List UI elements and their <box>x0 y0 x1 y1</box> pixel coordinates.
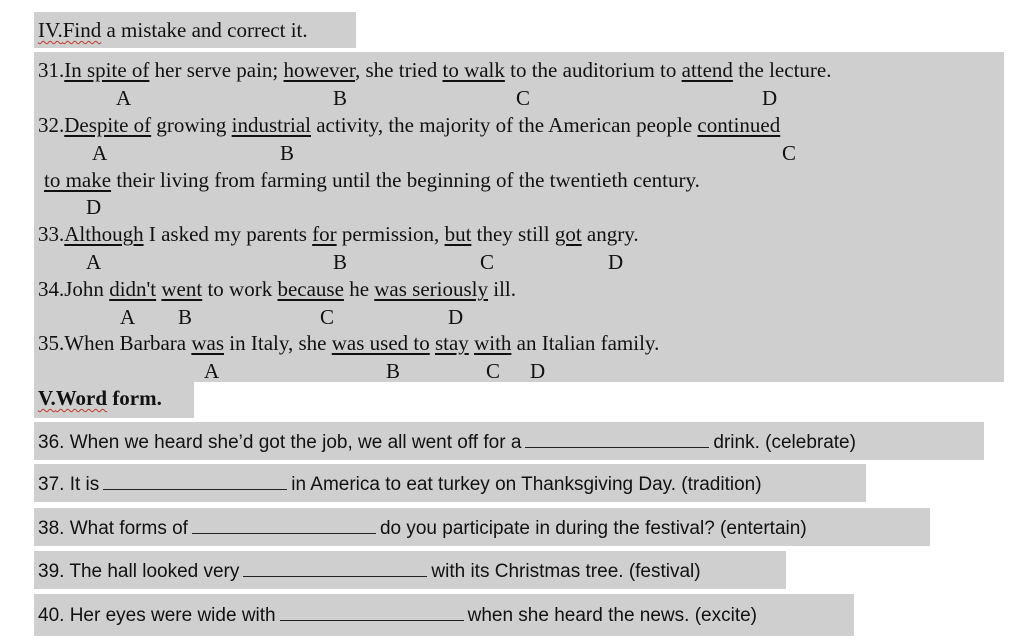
q35-sentence <box>38 331 659 355</box>
q35-text-1: in Italy, she <box>224 331 332 355</box>
q32-label-b: B <box>280 141 295 165</box>
q31-part-a: In spite of <box>64 58 150 82</box>
q40-before: 40. Her eyes were wide with <box>38 605 276 626</box>
q32-label-c: C <box>782 141 797 165</box>
q31-label-d: D <box>762 86 778 110</box>
q35-number: 35. <box>38 331 65 355</box>
q32-number: 32. <box>38 113 65 137</box>
q32-part-c: continued <box>697 113 781 137</box>
q32-part-a: Despite of <box>64 113 152 137</box>
section-v-rest: form. <box>107 386 162 410</box>
q31-label-b: B <box>333 86 348 110</box>
q36-answer-blank[interactable] <box>525 429 709 448</box>
section-iv-find: Find <box>62 18 102 42</box>
q31-part-d: attend <box>681 58 733 82</box>
q40-after: when she heard the news. (excite) <box>467 605 757 626</box>
q31-text-3: to the auditorium to <box>504 58 682 82</box>
q36-sentence <box>38 429 856 455</box>
q34-part-b: went <box>161 277 203 301</box>
q32-text-2: activity, the majority of the American people <box>310 113 698 137</box>
q35-label-d: D <box>530 359 546 383</box>
q37-answer-blank[interactable] <box>103 471 287 490</box>
q40-sentence <box>38 602 757 628</box>
q39-sentence <box>38 558 701 584</box>
q32-label-a: A <box>92 141 108 165</box>
q32-text-1: growing <box>151 113 232 137</box>
q31-part-c: to walk <box>442 58 505 82</box>
q35-text-0: When Barbara <box>64 331 192 355</box>
q36-before: 36. When we heard she’d got the job, we all went off for a <box>38 432 522 453</box>
q34-text-0: John <box>64 277 110 301</box>
q39-before: 39. The hall looked very <box>38 561 240 582</box>
q38-sentence <box>38 515 807 541</box>
q39-answer-blank[interactable] <box>243 558 427 577</box>
section-v-roman: V. <box>38 386 56 410</box>
q31-label-a: A <box>116 86 132 110</box>
section-iv-rest: a mistake and correct it. <box>101 18 308 42</box>
q33-label-d: D <box>608 250 624 274</box>
section-iv-heading <box>38 18 308 42</box>
q33-part-a: Although <box>64 222 144 246</box>
q34-text-2: to work <box>202 277 278 301</box>
q35-part-c: stay <box>434 331 469 355</box>
q34-label-d: D <box>448 305 464 329</box>
q31-text-2: , she tried <box>355 58 443 82</box>
q33-text-3: they still <box>471 222 555 246</box>
q33-part-c: but <box>444 222 472 246</box>
q37-sentence <box>38 471 762 497</box>
q34-text-3: he <box>343 277 375 301</box>
q38-before: 38. What forms of <box>38 518 188 539</box>
section-v-heading <box>38 386 162 410</box>
section-v-word: Word <box>55 386 108 410</box>
q33-text-1: I asked my parents <box>143 222 313 246</box>
q38-after: do you participate in during the festival? (entertain) <box>379 518 807 539</box>
q32-sentence-continued <box>44 168 700 192</box>
q33-label-b: B <box>333 250 348 274</box>
q35-label-c: C <box>486 359 501 383</box>
q31-text-1: her serve pain; <box>149 58 284 82</box>
q40-answer-blank[interactable] <box>280 602 464 621</box>
section-iv-roman: IV. <box>38 18 63 42</box>
q34-number: 34. <box>38 277 65 301</box>
q33-part-b: for <box>312 222 337 246</box>
q33-label-c: C <box>480 250 495 274</box>
q33-part-d: got <box>554 222 582 246</box>
q34-sentence <box>38 277 516 301</box>
q34-text-4: ill. <box>488 277 517 301</box>
q39-after: with its Christmas tree. (festival) <box>431 561 701 582</box>
q32-part-b: industrial <box>231 113 311 137</box>
q36-after: drink. (celebrate) <box>713 432 856 453</box>
q31-sentence <box>38 58 831 82</box>
q32-part-d: to make <box>44 168 112 192</box>
q34-part-a: didn't <box>109 277 157 301</box>
q33-label-a: A <box>86 250 102 274</box>
q35-part-b: was used to <box>331 331 430 355</box>
q34-part-c: because <box>277 277 344 301</box>
q37-after: in America to eat turkey on Thanksgiving Day. (tradition) <box>291 474 762 495</box>
q32-sentence <box>38 113 780 137</box>
q31-number: 31. <box>38 58 65 82</box>
q33-sentence <box>38 222 639 246</box>
q34-label-b: B <box>178 305 193 329</box>
q31-text-4: the lecture. <box>732 58 832 82</box>
q35-text-4: an Italian family. <box>511 331 660 355</box>
q33-text-2: permission, <box>336 222 445 246</box>
q34-part-d: was seriously <box>374 277 489 301</box>
q38-answer-blank[interactable] <box>192 515 376 534</box>
q31-part-b: however <box>283 58 355 82</box>
q31-label-c: C <box>516 86 531 110</box>
q35-label-b: B <box>386 359 401 383</box>
q35-part-a: was <box>191 331 225 355</box>
q32-text-4: their living from farming until the beginning of the twentieth century. <box>111 168 700 192</box>
q35-label-a: A <box>204 359 220 383</box>
q34-label-c: C <box>320 305 335 329</box>
q32-label-d: D <box>86 195 102 219</box>
q33-number: 33. <box>38 222 65 246</box>
q34-label-a: A <box>120 305 136 329</box>
q37-before: 37. It is <box>38 474 100 495</box>
q35-part-d: with <box>474 331 512 355</box>
q33-text-4: angry. <box>581 222 639 246</box>
